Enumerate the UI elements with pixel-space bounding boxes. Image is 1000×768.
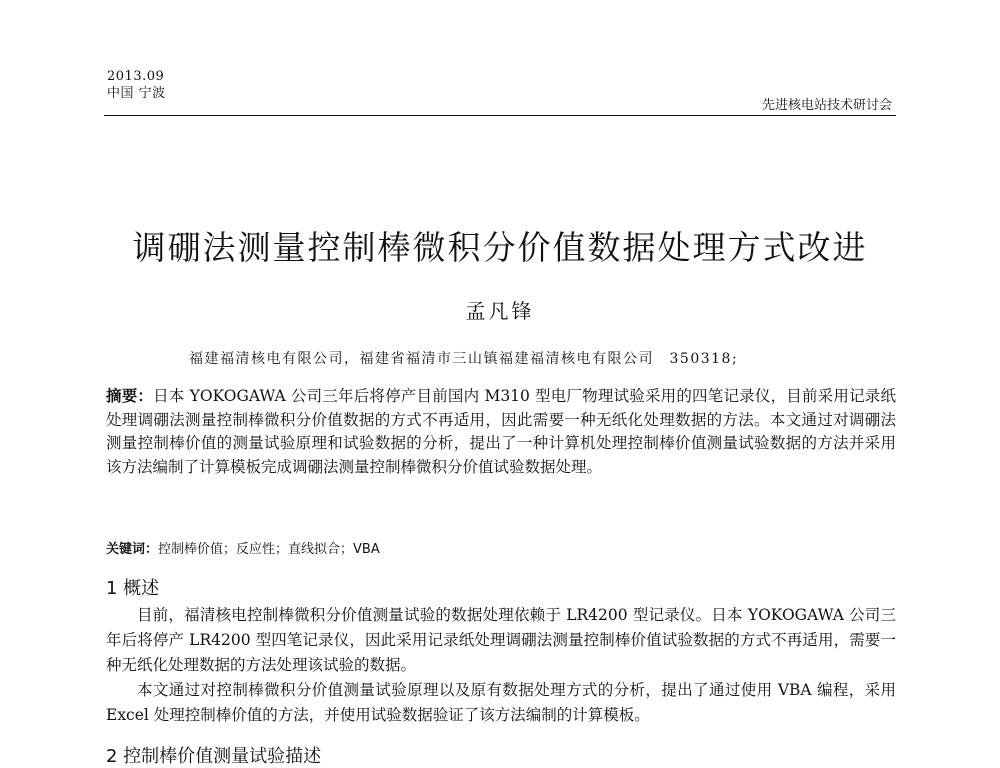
header-date: 2013.09 [107,69,165,84]
keywords [106,538,380,557]
paper-title: 调硼法测量控制棒微积分价值数据处理方式改进 [132,228,868,267]
section-1-paragraph-2: 本文通过对控制棒微积分价值测量试验原理以及原有数据处理方式的分析，提出了通过使用 VBA 编程，采用 Excel 处理控制棒价值的方法，并使用试验数据验证了该方法编制的计算模板。 [106,681,896,724]
paper-affiliation: 福建福清核电有限公司，福建省福清市三山镇福建福清核电有限公司 350318; [189,351,739,367]
abstract-text: 日本 YOKOGAWA 公司三年后将停产目前国内 M310 型电厂物理试验采用的四笔记录仪，目前采用记录纸处理调硼法测量控制棒微积分价值数据的方式不再适用，因此需要一种无纸化处理数据的方法。本文通过对调硼法测量控制棒价值的测量试验原理和试验数据的分析，提出了一种计算机处理控制棒价值测量试验数据的方法并采用该方法编制了计算模板完成调硼法测量控制棒微积分价值试验数据处理。 [106,387,896,476]
header-place: 中国 宁波 [107,86,166,101]
section-1-paragraph-1: 目前，福清核电控制棒微积分价值测量试验的数据处理依赖于 LR4200 型记录仪。日本 YOKOGAWA 公司三年后将停产 LR4200 型四笔记录仪，因此采用记录纸处理调硼法测量控制棒价值试验数据的方式不再适用，需要一种无纸化处理数据的方法处理该试验的数据。 [106,606,896,674]
section-2-heading: 2 控制棒价值测量试验描述 [106,746,322,767]
abstract [106,384,896,479]
section-1-body [106,603,896,728]
paper-author: 孟凡锋 [465,299,535,323]
section-1-heading: 1 概述 [106,578,160,599]
keywords-label: 关键词： [106,542,159,557]
header-conference: 先进核电站技术研讨会 [761,98,892,113]
keywords-text: 控制棒价值；反应性；直线拟合；VBA [158,542,380,557]
header-left [107,68,166,102]
header-rule [104,115,896,116]
abstract-label: 摘要： [106,386,154,405]
